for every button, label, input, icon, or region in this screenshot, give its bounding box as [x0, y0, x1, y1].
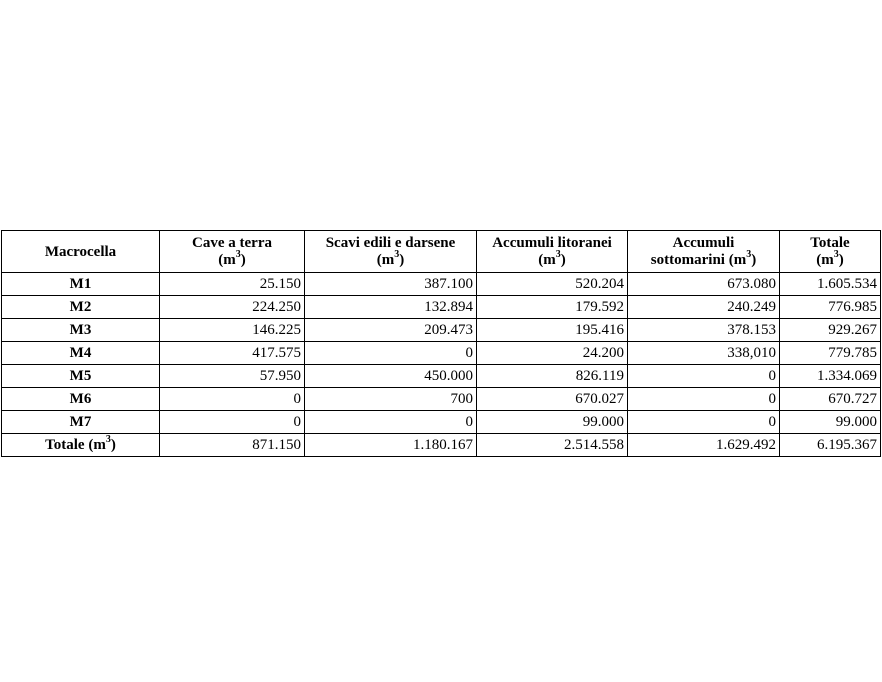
volumes-table [1, 230, 881, 457]
table-cell: 1.334.069 [780, 365, 881, 388]
total-cell: 871.150 [160, 434, 305, 457]
table-row [2, 342, 881, 365]
table-row [2, 365, 881, 388]
header-text: Cave a terra [192, 235, 272, 251]
header-text: Macrocella [44, 243, 117, 260]
total-cell: 1.180.167 [305, 434, 477, 457]
table-cell: 378.153 [628, 319, 780, 342]
table-cell: 240.249 [628, 296, 780, 319]
total-row [2, 434, 881, 457]
table-cell: 132.894 [305, 296, 477, 319]
table-cell: 826.119 [477, 365, 628, 388]
table-cell: 387.100 [305, 273, 477, 296]
header-accumuli-sottomarini [628, 231, 780, 273]
total-cell: 2.514.558 [477, 434, 628, 457]
table-row [2, 273, 881, 296]
row-label: M6 [2, 388, 160, 411]
table-cell: 224.250 [160, 296, 305, 319]
row-label: M7 [2, 411, 160, 434]
table-cell: 0 [305, 342, 477, 365]
header-text: Scavi edili e darsene [325, 235, 456, 251]
table-cell: 195.416 [477, 319, 628, 342]
header-unit: $(m^3)$ [376, 249, 405, 268]
table-cell: 146.225 [160, 319, 305, 342]
table-cell: 57.950 [160, 365, 305, 388]
table-row [2, 411, 881, 434]
table-cell: 673.080 [628, 273, 780, 296]
table-cell: 779.785 [780, 342, 881, 365]
total-cell: 1.629.492 [628, 434, 780, 457]
table-cell: 209.473 [305, 319, 477, 342]
header-row [2, 231, 881, 273]
table-cell: 0 [160, 388, 305, 411]
row-label: M4 [2, 342, 160, 365]
header-accumuli-litoranei [477, 231, 628, 273]
table-cell: 0 [160, 411, 305, 434]
header-text: Accumuli litoranei [492, 235, 612, 251]
table-cell: 0 [628, 411, 780, 434]
table-cell: 417.575 [160, 342, 305, 365]
header-scavi-edili [305, 231, 477, 273]
table-cell: 670.027 [477, 388, 628, 411]
total-row-label: Totale $(m^3)$ [2, 434, 160, 457]
total-cell: 6.195.367 [780, 434, 881, 457]
table-cell: 0 [305, 411, 477, 434]
row-label: M5 [2, 365, 160, 388]
table-cell: 25.150 [160, 273, 305, 296]
table-cell: 776.985 [780, 296, 881, 319]
header-totale [780, 231, 881, 273]
table-row [2, 388, 881, 411]
header-cave-a-terra [160, 231, 305, 273]
table-row [2, 296, 881, 319]
header-unit: sottomarini $(m^3)$ [650, 249, 757, 268]
header-text: Totale [810, 235, 850, 251]
header-unit: $(m^3)$ [218, 249, 246, 268]
table-cell: 179.592 [477, 296, 628, 319]
header-unit: $(m^3)$ [816, 249, 844, 268]
row-label: M2 [2, 296, 160, 319]
table-cell: 99.000 [780, 411, 881, 434]
table-cell: 99.000 [477, 411, 628, 434]
row-label: M1 [2, 273, 160, 296]
table-row [2, 319, 881, 342]
header-macrocella [2, 231, 160, 273]
table-cell: 450.000 [305, 365, 477, 388]
table-cell: 929.267 [780, 319, 881, 342]
table-cell: 24.200 [477, 342, 628, 365]
row-label: M3 [2, 319, 160, 342]
table-cell: 0 [628, 365, 780, 388]
header-text: Accumuli [672, 235, 735, 251]
table-cell: 0 [628, 388, 780, 411]
table-cell: 520.204 [477, 273, 628, 296]
table-cell: 1.605.534 [780, 273, 881, 296]
table-cell: 670.727 [780, 388, 881, 411]
header-unit: $(m^3)$ [538, 249, 566, 268]
table-cell: 700 [305, 388, 477, 411]
table-cell: 338,010 [628, 342, 780, 365]
